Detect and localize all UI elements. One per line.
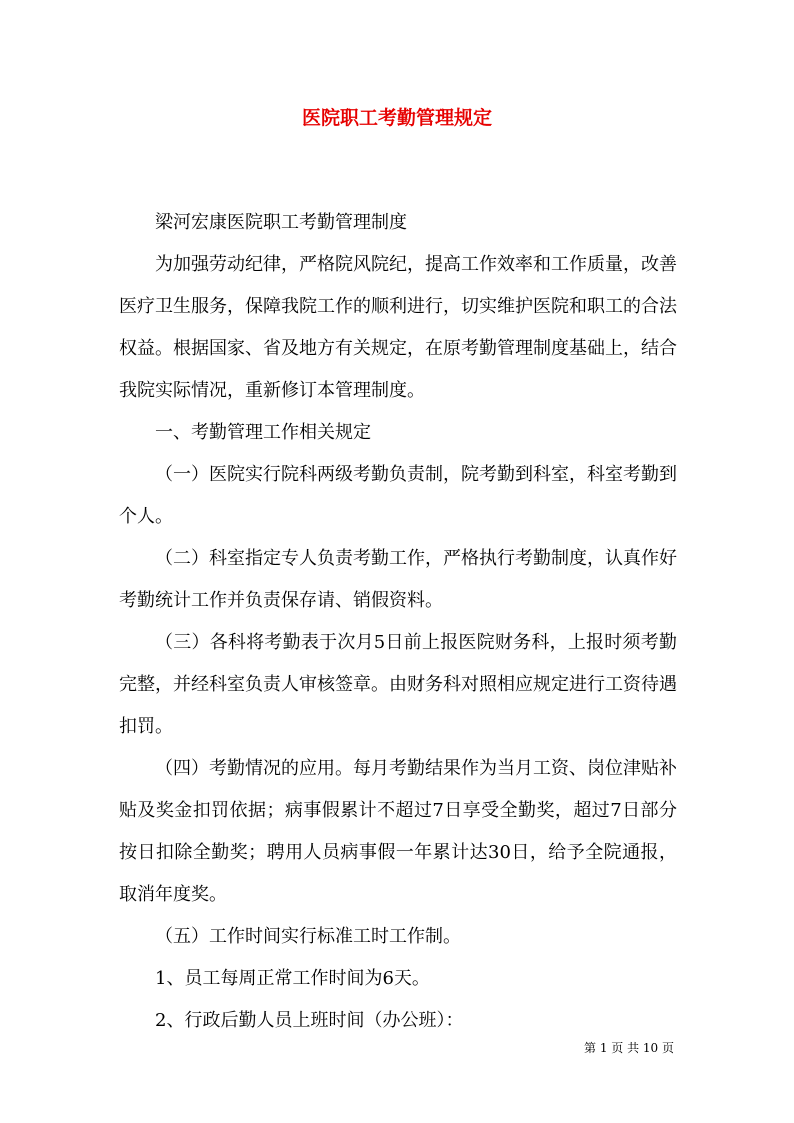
- section-heading: 一、考勤管理工作相关规定: [155, 422, 371, 443]
- paragraph-item: （一）医院实行院科两级考勤负责制，院考勤到科室，科室考勤到个人。: [119, 464, 677, 527]
- document-body: [119, 202, 677, 1042]
- paragraph-item: 1、员工每周正常工作时间为6天。: [155, 968, 430, 989]
- paragraph-subtitle: 梁河宏康医院职工考勤管理制度: [155, 212, 407, 233]
- paragraph-item: （二）科室指定专人负责考勤工作，严格执行考勤制度，认真作好考勤统计工作并负责保存请、销假资料。: [119, 548, 677, 611]
- page-number: 第 1 页 共 10 页: [584, 1041, 674, 1055]
- paragraph-item: （五）工作时间实行标准工时工作制。: [155, 926, 461, 947]
- paragraph-item: 2、行政后勤人员上班时间（办公班）：: [155, 1010, 464, 1031]
- paragraph-item: （三）各科将考勤表于次月5日前上报医院财务科，上报时须考勤完整，并经科室负责人审核签章。由财务科对照相应规定进行工资待遇扣罚。: [119, 632, 677, 737]
- document-title: 医院职工考勤管理规定: [301, 107, 492, 129]
- paragraph-intro: 为加强劳动纪律，严格院风院纪，提高工作效率和工作质量，改善医疗卫生服务，保障我院工作的顺利进行，切实维护医院和职工的合法权益。根据国家、省及地方有关规定，在原考勤管理制度基础上，结合我院实际情况，重新修订本管理制度。: [119, 254, 677, 401]
- paragraph-item: （四）考勤情况的应用。每月考勤结果作为当月工资、岗位津贴补贴及奖金扣罚依据；病事假累计不超过7日享受全勤奖，超过7日部分按日扣除全勤奖；聘用人员病事假一年累计达30日，给予全院通报，取消年度奖。: [119, 758, 677, 905]
